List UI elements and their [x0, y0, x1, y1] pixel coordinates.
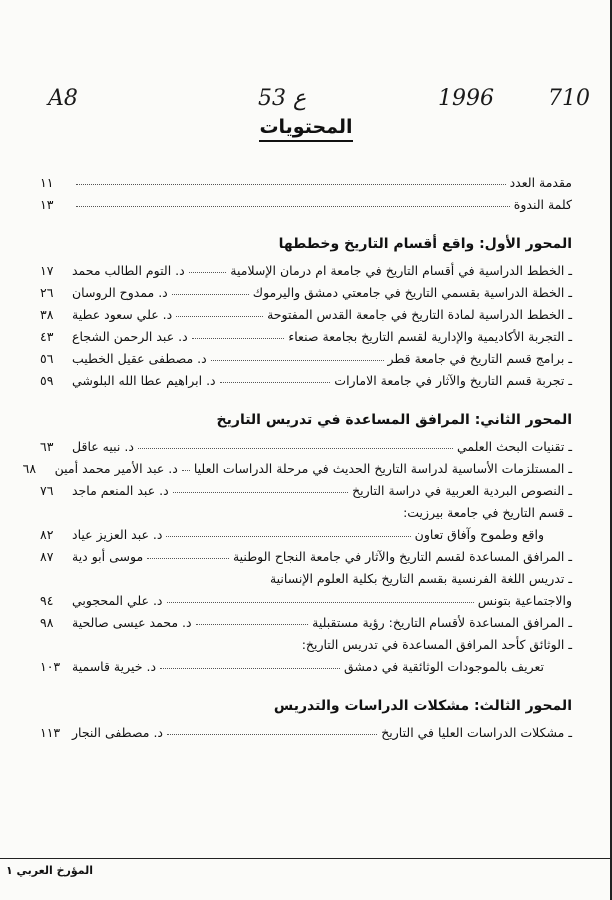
- entry-title: تعريف بالموجودات الوثائقية في دمشق: [343, 659, 544, 674]
- entry-author: د. نبيه عاقل: [72, 439, 134, 454]
- toc-entry: [40, 542, 572, 564]
- entry-author: د. عبد العزيز عياد: [72, 527, 163, 542]
- toc-entry: [40, 718, 572, 740]
- entry-title: ـ النصوص البردية العربية في دراسة التاريخ: [352, 483, 572, 498]
- section-heading: المحور الثاني: المرافق المساعدة في تدريس التاريخ: [216, 412, 572, 428]
- entry-author: د. علي سعود عطية: [72, 307, 173, 322]
- dot-leader: [172, 294, 249, 295]
- entry-page: ١١٣: [40, 725, 61, 740]
- toc-entry: [40, 586, 572, 608]
- toc-entry: [40, 652, 572, 674]
- entry-author: د. ابراهيم عطا الله البلوشي: [72, 373, 216, 388]
- entry-page: ٥٩: [40, 373, 54, 388]
- toc-entry: [40, 168, 572, 190]
- entry-page: ٧٦: [40, 483, 54, 498]
- entry-title: ـ المرافق المساعدة لأقسام التاريخ: رؤية مستقبلية: [312, 615, 572, 630]
- section-heading: المحور الأول: واقع أقسام التاريخ وخططها: [278, 236, 572, 252]
- toc-entry: [40, 190, 572, 212]
- toc-entry: [40, 432, 572, 454]
- dot-leader: [138, 448, 453, 449]
- dot-leader: [173, 492, 348, 493]
- entry-author: د. عبد الرحمن الشجاع: [72, 329, 188, 344]
- entry-author: د. محمد عيسى صالحية: [72, 615, 192, 630]
- entry-page: ٦٣: [40, 439, 54, 454]
- entry-title: ـ الخطة الدراسية بقسمي التاريخ في جامعتي دمشق واليرموك: [252, 285, 572, 300]
- toc-entry: [40, 520, 572, 542]
- page-title: المحتويات: [0, 116, 612, 138]
- dot-leader: [76, 206, 510, 207]
- toc-entry: [40, 366, 572, 388]
- entry-author: د. خيرية قاسمية: [72, 659, 157, 674]
- entry-page: ١١: [40, 175, 54, 190]
- entry-title: ـ مشكلات الدراسات العليا في التاريخ: [381, 725, 572, 740]
- entry-author: د. عبد المنعم ماجد: [72, 483, 169, 498]
- entry-title: ـ تجربة قسم التاريخ والآثار في جامعة الامارات: [334, 373, 572, 388]
- dot-leader: [182, 470, 190, 471]
- dot-leader: [220, 382, 331, 383]
- entry-title: ـ التجربة الأكاديمية والإدارية لقسم التاريخ بجامعة صنعاء: [288, 329, 572, 344]
- handwritten-note-mid2: 1996: [438, 86, 494, 111]
- entry-title: مقدمة العدد: [509, 175, 572, 190]
- entry-author: د. مصطفى عقيل الخطيب: [72, 351, 207, 366]
- entry-page: ١٧: [40, 263, 54, 278]
- entry-page: ٥٦: [40, 351, 54, 366]
- entry-title: واقع وطموح وآفاق تعاون: [414, 527, 544, 542]
- entry-author: د. مصطفى النجار: [72, 725, 163, 740]
- entry-page: ٢٦: [40, 285, 54, 300]
- entry-title: كلمة الندوة: [513, 197, 572, 212]
- entry-author: د. علي المحجوبي: [72, 593, 163, 608]
- handwritten-note-mid1: 53 ع: [258, 86, 307, 111]
- entry-title: ـ قسم التاريخ في جامعة بيرزيت:: [403, 505, 572, 520]
- handwritten-note-right: 710: [548, 86, 590, 111]
- entry-page: ١٣: [40, 197, 54, 212]
- entry-title: ـ برامج قسم التاريخ في جامعة قطر: [387, 351, 572, 366]
- spacer: [40, 212, 572, 222]
- entry-title: ـ المرافق المساعدة لقسم التاريخ والآثار في جامعة النجاح الوطنية: [232, 549, 572, 564]
- toc-entry: [40, 564, 572, 586]
- dot-leader: [211, 360, 384, 361]
- dot-leader: [167, 734, 377, 735]
- section-heading: المحور الثالث: مشكلات الدراسات والتدريس: [273, 698, 572, 714]
- entry-title: ـ تقنيات البحث العلمي: [457, 439, 572, 454]
- entry-title: ـ الوثائق كأحد المرافق المساعدة في تدريس التاريخ:: [301, 637, 572, 652]
- dot-leader: [176, 316, 263, 317]
- toc-entry: [40, 300, 572, 322]
- table-of-contents: [22, 168, 572, 750]
- toc-entry: [40, 608, 572, 630]
- entry-page: ٦٨: [22, 461, 37, 476]
- dot-leader: [76, 184, 506, 185]
- entry-page: ٨٢: [40, 527, 54, 542]
- dot-leader: [192, 338, 285, 339]
- entry-title: ـ الخطط الدراسية لمادة التاريخ في جامعة القدس المفتوحة: [267, 307, 572, 322]
- toc-entry: [40, 476, 572, 498]
- entry-page: ١٠٣: [40, 659, 61, 674]
- entry-page: ٩٨: [40, 615, 54, 630]
- toc-entry: [40, 278, 572, 300]
- toc-entry: [40, 344, 572, 366]
- footer-divider: [0, 858, 612, 859]
- toc-entry: [40, 630, 572, 652]
- entry-page: ٩٤: [40, 593, 54, 608]
- dot-leader: [189, 272, 227, 273]
- dot-leader: [166, 536, 410, 537]
- entry-title: والاجتماعية بتونس: [477, 593, 572, 608]
- toc-entry: [22, 454, 572, 476]
- dot-leader: [160, 668, 340, 669]
- entry-title: ـ المستلزمات الأساسية لدراسة التاريخ الحديث في مرحلة الدراسات العليا: [193, 461, 572, 476]
- footer-text: المؤرخ العربي ١: [6, 864, 94, 877]
- dot-leader: [147, 558, 229, 559]
- entry-author: موسى أبو دية: [72, 549, 144, 564]
- spacer: [40, 740, 572, 750]
- entry-title: ـ الخطط الدراسية في أقسام التاريخ في جامعة ام درمان الإسلامية: [230, 263, 572, 278]
- entry-page: ٨٧: [40, 549, 54, 564]
- entry-author: د. عبد الأمير محمد أمين: [54, 461, 178, 476]
- entry-page: ٣٨: [40, 307, 54, 322]
- toc-entry: [40, 498, 572, 520]
- entry-author: د. التوم الطالب محمد: [72, 263, 185, 278]
- dot-leader: [167, 602, 474, 603]
- entry-title: ـ تدريس اللغة الفرنسية بقسم التاريخ بكلية العلوم الإنسانية: [269, 571, 572, 586]
- spacer: [40, 674, 572, 684]
- entry-author: د. ممدوح الروسان: [72, 285, 168, 300]
- entry-page: ٤٣: [40, 329, 54, 344]
- handwritten-note-left: A8: [48, 86, 78, 111]
- spacer: [40, 388, 572, 398]
- dot-leader: [196, 624, 309, 625]
- toc-entry: [40, 256, 572, 278]
- toc-entry: [40, 322, 572, 344]
